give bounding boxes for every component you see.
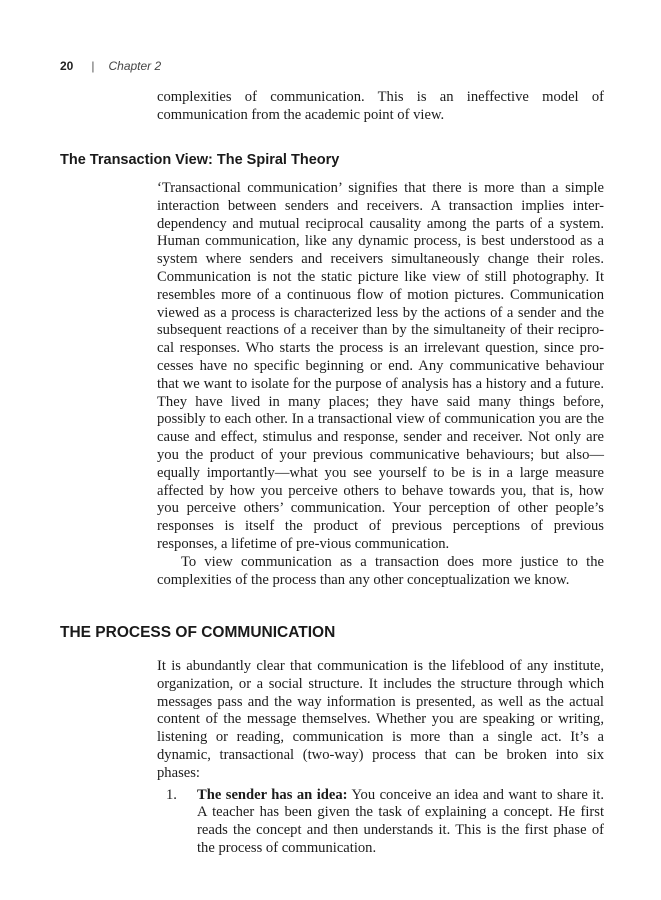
chapter-label: Chapter 2 [108, 59, 162, 73]
phases-list [157, 787, 604, 858]
intro-block [157, 89, 604, 125]
transaction-view-body [157, 180, 604, 589]
page-number: 20 [60, 59, 74, 73]
running-header [60, 59, 161, 73]
body-paragraph: To view communication as a transaction does more justice to the complexities of the process than any other conceptualization we know. [157, 553, 604, 588]
body-paragraph: ‘Transactional communication’ signifies that there is more than a simple interaction between senders and receivers. A transaction implies inter-dependency and mutual reciprocal causality among the parts of a system. Human communication, like any dynamic process, is best understood as a system where senders and receivers simultaneously change their roles. Communication is not the static picture like view of still photography. It resembles more of a continuous flow of motion pictures. Communication viewed as a process is characterized less by the actions of a sender and the subsequent reactions of a receiver than by the simultaneity of their recipro-cal responses. Who starts the process is an irrelevant question, since pro-cesses have no specific beginning or end. Any communicative behaviour that we want to isolate for the purpose of analysis has a history and a future. They have lived in many places; they have said many things before, possibly to each other. In a transactional view of communication you are the cause and effect, stimulus and response, sender and receiver. Not only are you the product of your previous communicative behaviours; but also—equally importantly—what you see yourself to be is in a large measure affected by how you perceive others to behave towards you, that is, how you perceive others’ communication. Your perception of other people’s responses is itself the product of previous perceptions of previous responses, a lifetime of pre-vious communication. [157, 180, 604, 552]
process-body [157, 658, 604, 858]
section-heading-transaction-view: The Transaction View: The Spiral Theory [60, 152, 340, 168]
header-separator: | [91, 59, 95, 73]
list-item [157, 787, 604, 858]
section-heading-process: THE PROCESS OF COMMUNICATION [60, 624, 336, 641]
list-item-lead: The sender has an idea: [197, 786, 348, 803]
body-paragraph: It is abundantly clear that communication is the lifeblood of any institute, organization, or a social structure. It includes the structure through which messages pass and the way information is presented, as well as the actual content of the message themselves. Whether you are speaking or writing, listening or reading, communication is more than a single act. It’s a dynamic, transactional (two-way) process that can be broken into six phases: [157, 658, 604, 781]
list-marker: 1. [166, 786, 177, 803]
intro-paragraph: complexities of communication. This is an ineffective model of communication from the academic point of view. [157, 89, 604, 123]
list-item-text: You conceive an idea and want to share it. A teacher has been given the task of explaining a concept. He first reads the concept and then understands it. This is the first phase of the process of communication. [197, 786, 605, 856]
